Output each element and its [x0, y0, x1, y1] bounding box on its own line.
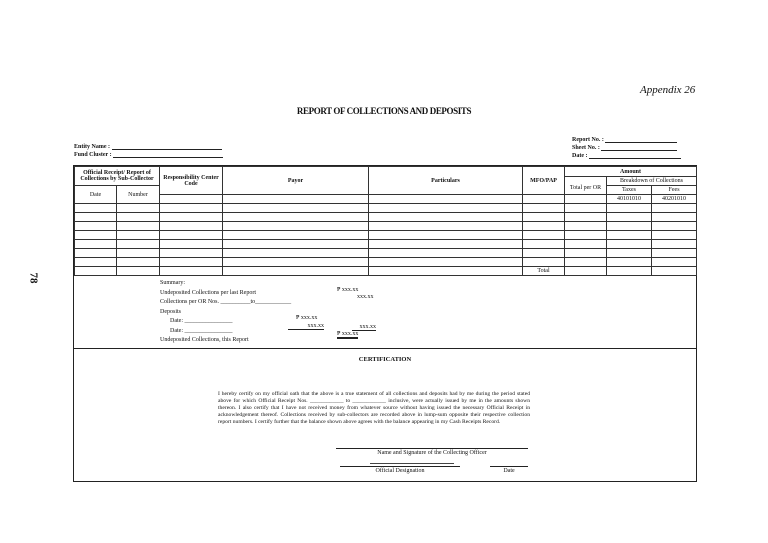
entity-name-line	[112, 143, 222, 150]
date-line	[589, 152, 681, 159]
deposits-label: Deposits	[160, 308, 181, 315]
date-label: Date :	[572, 153, 588, 159]
report-no-line	[605, 136, 677, 143]
val-undeposited-last: ₱ xxx.xx	[337, 287, 359, 293]
val-undeposited-this: ₱ xxx.xx	[337, 331, 359, 337]
collections-table	[74, 166, 697, 276]
entity-name-field	[74, 143, 222, 150]
fund-cluster-field	[74, 151, 223, 158]
taxes-code: 40101010	[607, 195, 652, 204]
signature-line: Name and Signature of the Collecting Officer	[336, 448, 528, 456]
total-label: Total	[523, 267, 565, 276]
summary-section	[160, 279, 291, 346]
table-row	[75, 204, 697, 213]
table-row	[75, 213, 697, 222]
breakdown-header: Breakdown of Collections	[607, 177, 697, 186]
date-signature-line: Date	[490, 466, 528, 474]
blank-cell	[523, 195, 565, 204]
blank-cell	[565, 195, 607, 204]
blank-cell	[369, 195, 523, 204]
table-row	[75, 258, 697, 267]
entity-name-label: Entity Name :	[74, 144, 110, 150]
appendix-label: Appendix 26	[640, 84, 696, 96]
page-number: 78	[27, 272, 40, 284]
report-title: REPORT OF COLLECTIONS AND DEPOSITS	[296, 106, 472, 116]
undeposited-last-label: Undeposited Collections per last Report	[160, 289, 256, 296]
taxes-header: Taxes	[607, 186, 652, 195]
mfo-pap-header: MFO/PAP	[523, 167, 565, 195]
deposit-date-1: Date: ________________	[170, 318, 233, 324]
fund-cluster-label: Fund Cluster :	[74, 152, 112, 158]
summary-label: Summary:	[160, 280, 185, 286]
sheet-no-field	[572, 144, 677, 151]
certification-divider	[73, 348, 697, 349]
sheet-no-line	[601, 144, 677, 151]
fees-code: 40201010	[652, 195, 697, 204]
designation-blank	[370, 463, 454, 464]
table-row	[75, 222, 697, 231]
date-col-header: Date	[75, 186, 117, 204]
total-row	[75, 267, 697, 276]
blank-cell	[160, 195, 223, 204]
certification-title: CERTIFICATION	[358, 356, 412, 363]
official-receipt-header: Official Receipt/ Report of Collections by Sub-Collector	[75, 167, 160, 186]
table-row	[75, 249, 697, 258]
val-deposit-total: xxx.xx	[352, 324, 376, 331]
collections-per-or-label: Collections per OR Nos. __________to____________	[160, 299, 292, 305]
date-field	[572, 152, 681, 159]
designation-line: Official Designation	[340, 466, 460, 474]
particulars-header: Particulars	[369, 167, 523, 195]
certification-text: I hereby certify on my official oath that the above is a true statement of all collections and deposits had by me during the period stated above for which Official Receipt Nos. ____________ to ____________ inclusive, were actually issued by me in the amounts shown thereon. I also certify that I have not received money from whatever source without having issued the necessary Official Receipt in acknowledgement thereof. Collections received by sub-collectors are recorded above in lump-sum opposite their respective collection report numbers. I certify further that the balance shown above agrees with the balance appearing in my Cash Receipts Record.	[218, 391, 530, 425]
val-deposit-2: xxx.xx	[288, 323, 324, 330]
report-no-field	[572, 136, 677, 143]
amount-header: Amount	[565, 167, 697, 177]
fund-cluster-line	[113, 151, 223, 158]
fees-header: Fees	[652, 186, 697, 195]
table-row	[75, 231, 697, 240]
blank-cell	[223, 195, 369, 204]
sheet-no-label: Sheet No. :	[572, 145, 600, 151]
report-no-label: Report No. :	[572, 137, 604, 143]
responsibility-center-header: Responsibility Center Code	[160, 167, 223, 195]
val-collections-or: xxx.xx	[357, 294, 374, 300]
number-col-header: Number	[117, 186, 160, 204]
table-row	[75, 240, 697, 249]
val-deposit-1: ₱ xxx.xx	[296, 315, 318, 321]
deposit-date-2: Date: ________________	[170, 327, 233, 334]
payor-header: Payor	[223, 167, 369, 195]
undeposited-this-label: Undeposited Collections, this Report	[160, 337, 249, 343]
total-per-or-header: Total per OR	[565, 177, 607, 195]
